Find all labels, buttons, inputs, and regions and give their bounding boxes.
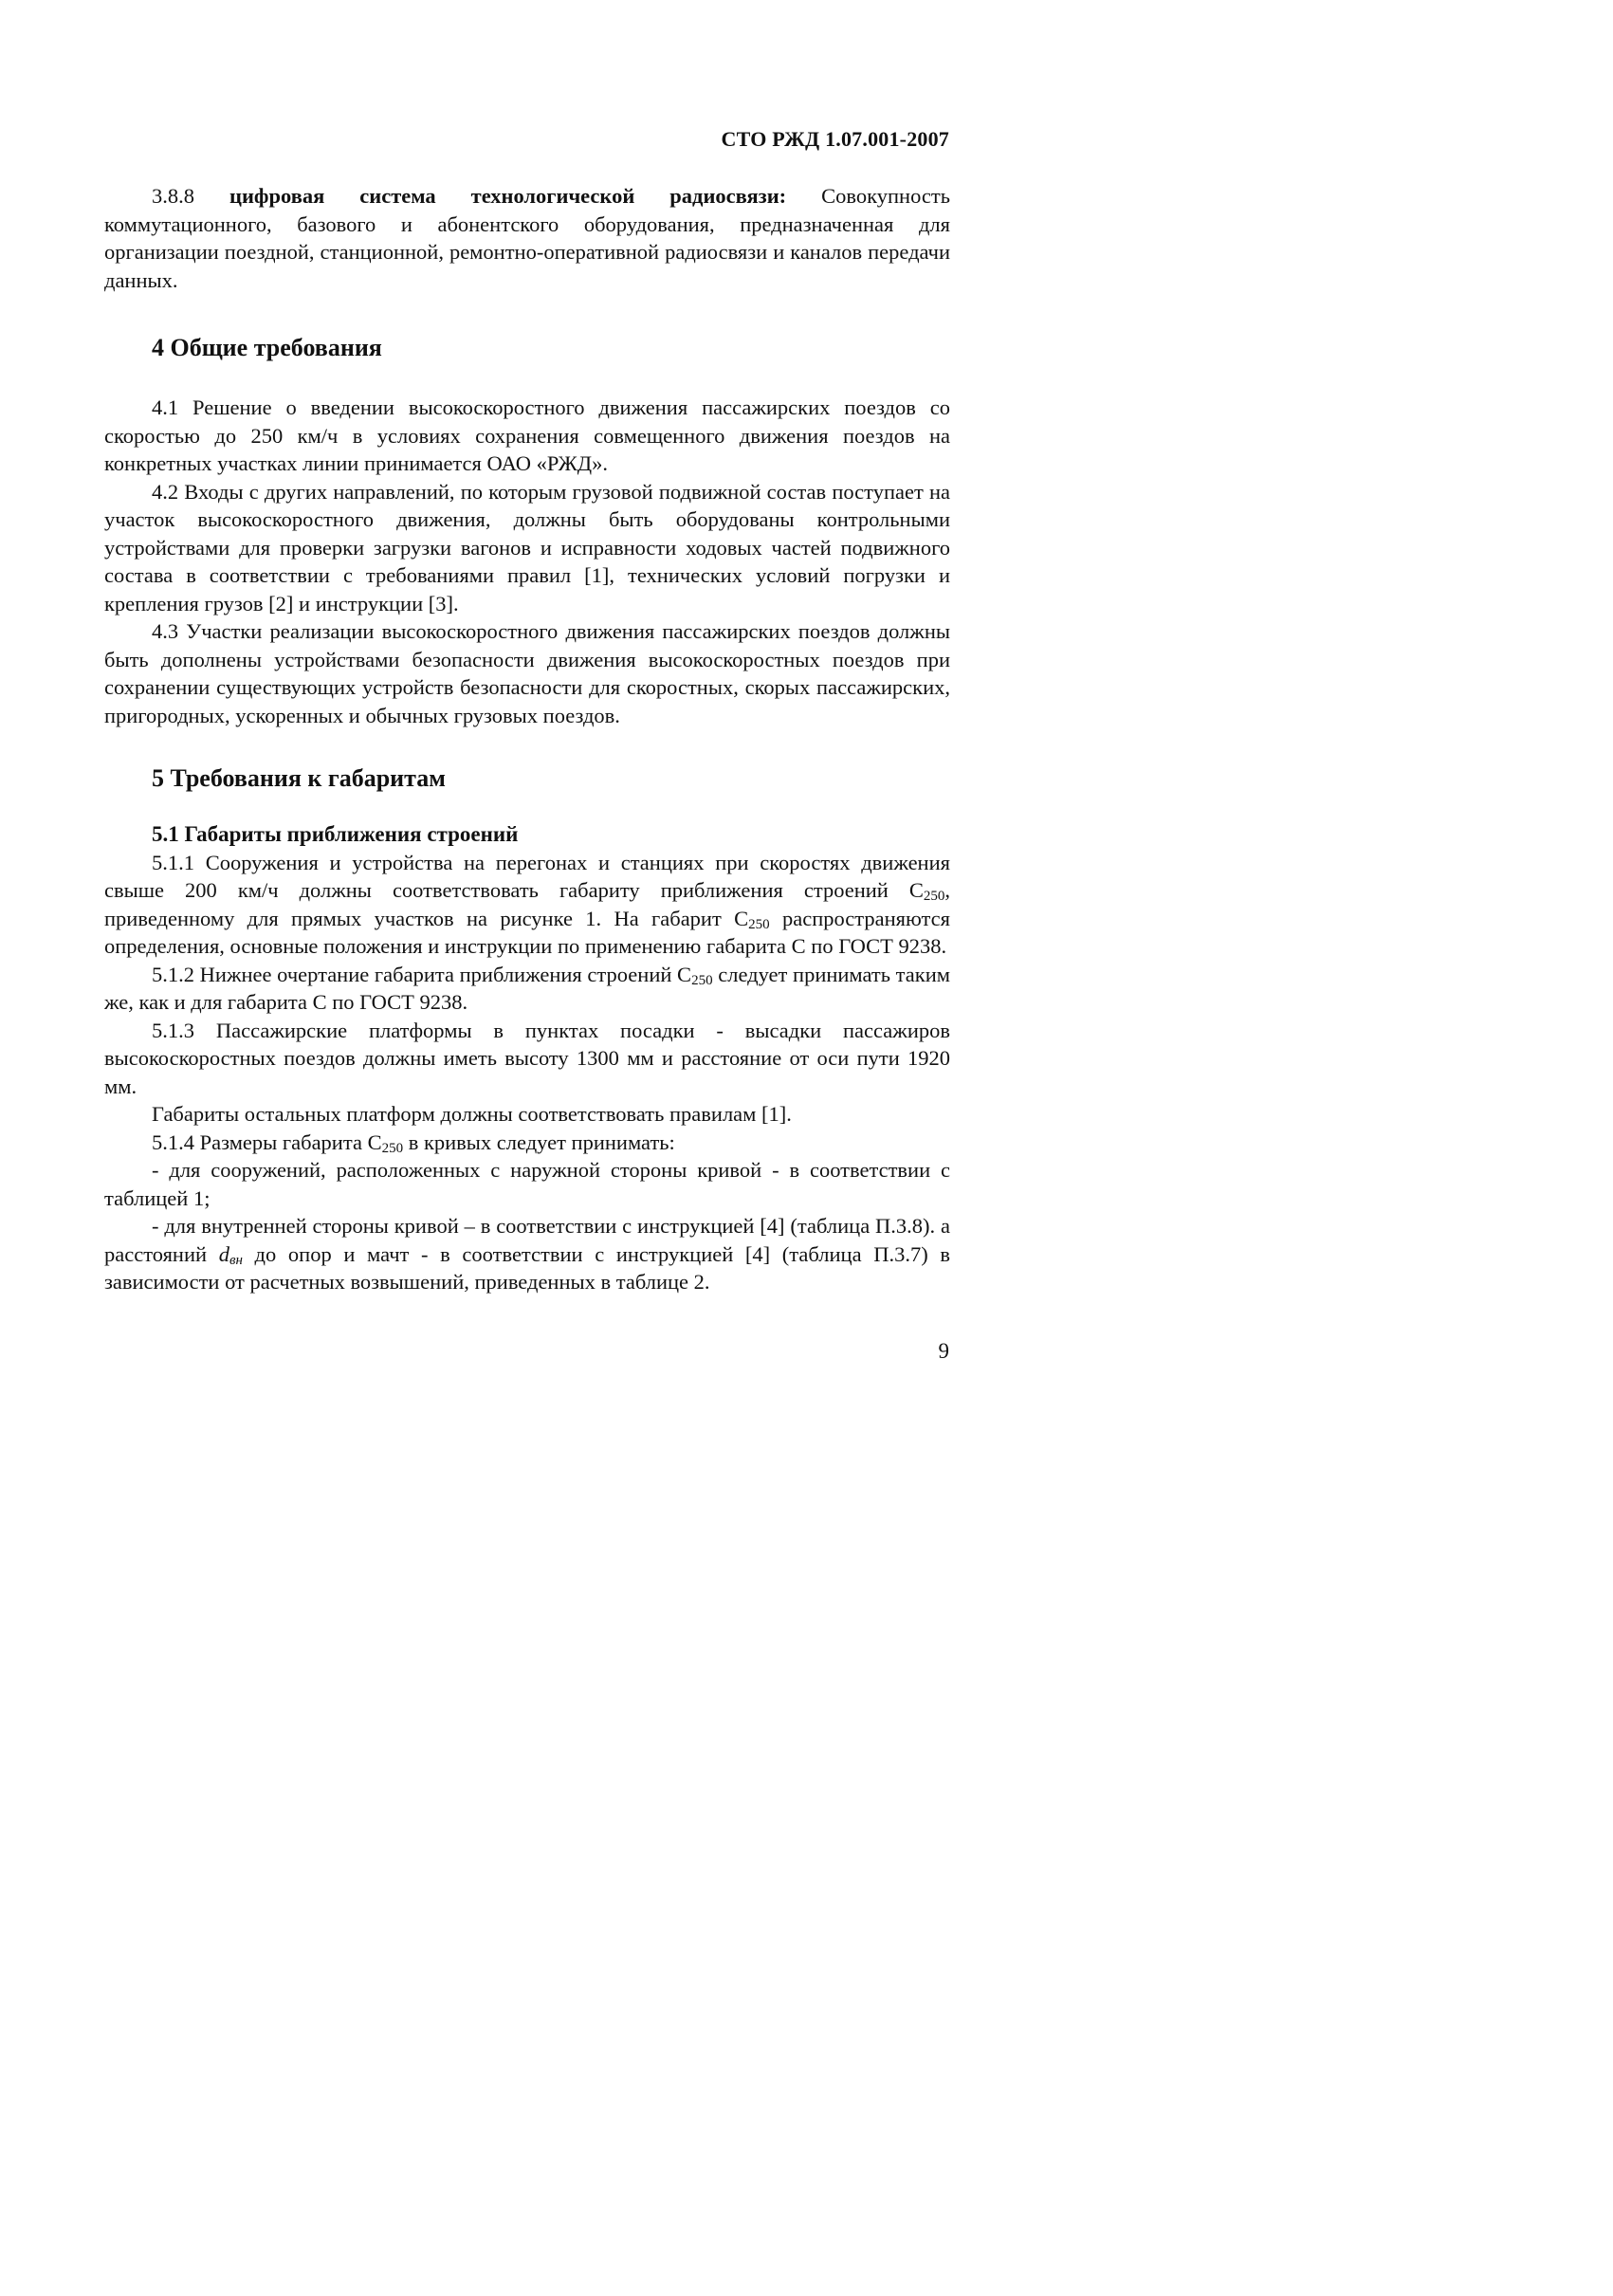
paragraph-5-1-3: 5.1.3 Пассажирские платформы в пунктах посадки - высадки пассажиров высокоскоростных поездов должны иметь высоту 1300 мм и расстояние от оси пути 1920 мм. <box>104 1018 950 1098</box>
definition-3-8-8 <box>104 182 950 294</box>
page-content <box>104 182 950 1296</box>
paragraph-5-1-1-part-a: 5.1.1 Сооружения и устройства на перегонах и станциях при скоростях движения свыше 200 км/ч должны соответствовать габариту приближения строений С <box>104 850 950 902</box>
list-item-inner-side-part-a: - для внутренней стороны кривой – в соответствии с инструкцией [4] (таблица П.3.8). а расстояний <box>104 1214 950 1266</box>
page-number: 9 <box>938 1339 949 1363</box>
subscript-250: 250 <box>381 1140 404 1156</box>
section-5-heading: 5 Требования к габаритам <box>152 764 446 792</box>
variable-d: d <box>218 1241 229 1266</box>
paragraph-5-1-1-part-b: , приведенному для прямых участков на рисунке 1. На габарит С <box>104 878 950 930</box>
paragraph-5-1-2-part-b: следует принимать таким же, как и для габарита С по ГОСТ 9238. <box>104 962 950 1014</box>
definition-term: цифровая система технологической радиосвязи: <box>229 184 787 208</box>
document-page <box>0 0 1044 1478</box>
document-code-header: СТО РЖД 1.07.001-2007 <box>721 127 949 151</box>
definition-number: 3.8.8 <box>152 184 194 208</box>
definition-text: Совокупность коммутационного, базового и абонентского оборудования, предназначенная для организации поездной, станционной, ремонтно-оперативной радиосвязи и каналов передачи данных. <box>104 184 950 292</box>
subscript-250: 250 <box>923 889 945 904</box>
paragraph-5-1-4-part-b: в кривых следует принимать: <box>403 1130 675 1154</box>
variable-d-subscript: вн <box>229 1252 243 1268</box>
paragraph-5-1-1 <box>104 849 950 961</box>
paragraph-5-1-4 <box>104 1129 950 1157</box>
paragraph-platforms: Габариты остальных платформ должны соответствовать правилам [1]. <box>152 1102 792 1126</box>
paragraph-4-3: 4.3 Участки реализации высокоскоростного движения пассажирских поездов должны быть дополнены устройствами безопасности движения высокоскоростных поездов при сохранении существующих устройств безопасности для скоростных, скорых пассажирских, пригородных, ускоренных и обычных грузовых поездов. <box>104 619 950 727</box>
subscript-250: 250 <box>748 916 770 932</box>
list-item-inner-side-part-b: до опор и мачт - в соответствии с инструкцией [4] (таблица П.3.7) в зависимости от расчетных возвышений, приведенных в таблице 2. <box>104 1241 950 1294</box>
paragraph-5-1-2 <box>104 961 950 1017</box>
list-item-outer-side: - для сооружений, расположенных с наружной стороны кривой - в соответствии с таблицей 1; <box>104 1158 950 1210</box>
list-item-inner-side <box>104 1212 950 1296</box>
paragraph-5-1-2-part-a: 5.1.2 Нижнее очертание габарита приближения строений С <box>152 962 692 986</box>
paragraph-4-1: 4.1 Решение о введении высокоскоростного движения пассажирских поездов со скоростью до 250 км/ч в условиях сохранения совмещенного движения поездов на конкретных участках линии принимается ОАО «РЖД». <box>104 395 950 475</box>
subscript-250: 250 <box>691 972 713 988</box>
subsection-5-1-heading: 5.1 Габариты приближения строений <box>152 822 519 846</box>
paragraph-4-2: 4.2 Входы с других направлений, по которым грузовой подвижной состав поступает на участок высокоскоростного движения, должны быть оборудованы контрольными устройствами для проверки загрузки вагонов и исправности ходовых частей подвижного состава в соответствии с требованиями правил [1], технических условий погрузки и крепления грузов [2] и инструкции [3]. <box>104 479 950 615</box>
paragraph-5-1-4-part-a: 5.1.4 Размеры габарита С <box>152 1130 382 1154</box>
paragraph-5-1-1-part-c: распространяются определения, основные положения и инструкции по применению габарита С по ГОСТ 9238. <box>104 906 950 958</box>
section-4-heading: 4 Общие требования <box>152 334 382 361</box>
